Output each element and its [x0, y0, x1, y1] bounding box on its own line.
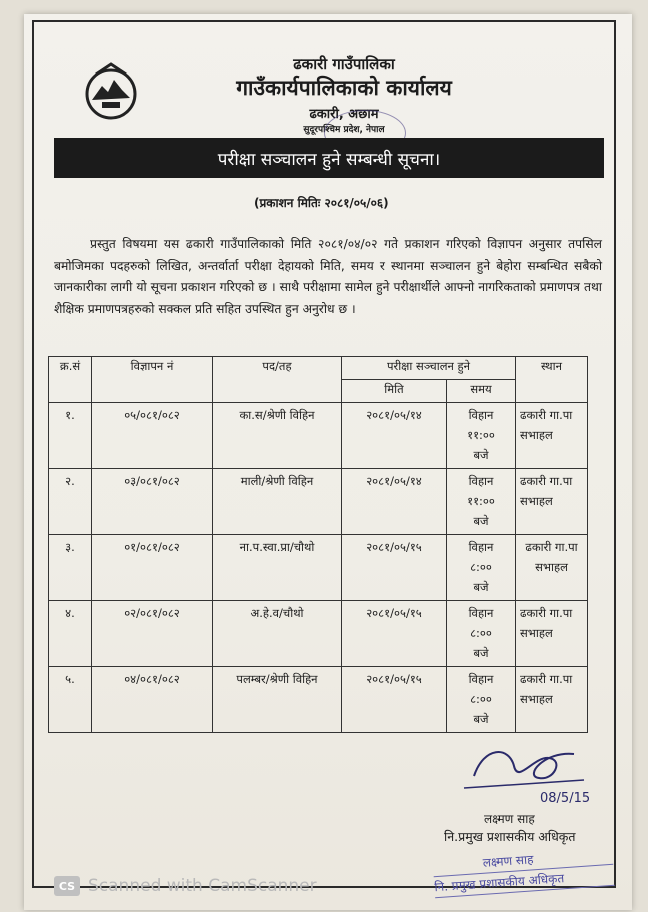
office-name: गाउँकार्यपालिकाको कार्यालय	[236, 76, 452, 100]
table-header-row	[49, 357, 588, 380]
cell-venue	[516, 535, 588, 601]
time-value: ८:००	[470, 560, 492, 574]
header-sn: क्र.सं	[49, 357, 92, 403]
document-sheet	[24, 14, 632, 910]
header-time: समय	[447, 380, 516, 403]
cell-post: का.स/श्रेणी विहिन	[213, 403, 342, 469]
time-value: ८:००	[470, 626, 492, 640]
table-row	[49, 469, 588, 535]
time-prefix: विहान	[468, 540, 494, 554]
cell-ad-no: ०३/०८१/०८२	[92, 469, 213, 535]
cell-post: ना.प.स्वा.प्रा/चौथो	[213, 535, 342, 601]
header-exam: परीक्षा सञ्चालन हुने	[342, 357, 516, 380]
time-suffix: बजे	[473, 646, 489, 660]
cell-sn: १.	[49, 403, 92, 469]
time-suffix: बजे	[473, 448, 489, 462]
cell-venue	[516, 601, 588, 667]
header-post: पद/तह	[213, 357, 342, 403]
venue-place: ढकारी गा.पा	[520, 474, 573, 488]
table-row	[49, 667, 588, 733]
stamp-name: लक्ष्मण साह	[482, 852, 534, 870]
header-ad-no: विज्ञापन नं	[92, 357, 213, 403]
venue-hall: सभाहल	[535, 560, 568, 574]
cell-time	[447, 535, 516, 601]
cell-date: २०८१/०५/१५	[342, 535, 447, 601]
time-value: ११:००	[467, 428, 495, 442]
cell-time	[447, 667, 516, 733]
cell-time	[447, 403, 516, 469]
time-value: ८:००	[470, 692, 492, 706]
cell-venue	[516, 469, 588, 535]
signatory-title: नि.प्रमुख प्रशासकीय अधिकृत	[444, 829, 576, 844]
notice-title: परीक्षा सञ्चालन हुने सम्बन्धी सूचना।	[217, 149, 441, 170]
signature-icon	[454, 736, 594, 806]
cell-date: २०८१/०५/१४	[342, 469, 447, 535]
camscanner-logo-icon: CS	[54, 876, 80, 896]
table-row	[49, 601, 588, 667]
venue-hall: सभाहल	[520, 494, 553, 508]
time-prefix: विहान	[468, 408, 494, 422]
venue-hall: सभाहल	[520, 428, 553, 442]
office-location: ढकारी, अछाम	[309, 107, 379, 122]
venue-place: ढकारी गा.पा	[520, 606, 573, 620]
cell-ad-no: ०५/०८१/०८२	[92, 403, 213, 469]
cell-post: माली/श्रेणी विहिन	[213, 469, 342, 535]
time-prefix: विहान	[468, 672, 494, 686]
cell-post: अ.हे.व/चौथो	[213, 601, 342, 667]
cell-venue	[516, 403, 588, 469]
venue-place: ढकारी गा.पा	[520, 408, 573, 422]
cell-ad-no: ०४/०८१/०८२	[92, 667, 213, 733]
cell-sn: ३.	[49, 535, 92, 601]
venue-hall: सभाहल	[520, 626, 553, 640]
stamp-title: नि. प्रमुख प्रशासकीय अधिकृत	[434, 864, 615, 899]
official-name-stamp	[432, 844, 615, 912]
cell-ad-no: ०२/०८१/०८२	[92, 601, 213, 667]
notice-title-banner	[54, 138, 604, 178]
table-row	[49, 403, 588, 469]
cell-ad-no: ०१/०८१/०८२	[92, 535, 213, 601]
cell-venue	[516, 667, 588, 733]
government-emblem-icon	[80, 60, 142, 122]
cell-time	[447, 601, 516, 667]
venue-place: ढकारी गा.पा	[520, 672, 573, 686]
time-suffix: बजे	[473, 514, 489, 528]
header-date: मिति	[342, 380, 447, 403]
cell-date: २०८१/०५/१५	[342, 667, 447, 733]
exam-schedule-table	[48, 356, 588, 733]
province-name: सुदूरपश्चिम प्रदेश, नेपाल	[303, 125, 385, 135]
time-prefix: विहान	[468, 606, 494, 620]
header-venue: स्थान	[516, 357, 588, 403]
signatory-name: लक्ष्मण साह	[484, 812, 535, 826]
cell-sn: २.	[49, 469, 92, 535]
notice-body: प्रस्तुत विषयमा यस ढकारी गाउँपालिकाको मिति २०८१/०४/०२ गते प्रकाशन गरिएको विज्ञापन अनुसार तपसिल बमोजिमका पदहरुको लिखित, अन्तर्वार्ता परीक्षा देहायको मिति, समय र स्थानमा सञ्चालन हुने बेहोरा सम्बन्धित सबैको जानकारीका लागी यो सूचना प्रकाशन गरिएको छ । साथै परीक्षामा सामेल हुने परीक्षार्थीले आफ्नो नागरिकताको प्रमाणपत्र तथा शैक्षिक प्रमाणपत्रहरुको सक्कल प्रति सहित उपस्थित हुन अनुरोध छ ।	[54, 237, 602, 316]
cell-sn: ५.	[49, 667, 92, 733]
table-row	[49, 535, 588, 601]
municipality-name: ढकारी गाउँपालिका	[293, 55, 395, 73]
cell-time	[447, 469, 516, 535]
publication-date: (प्रकाशन मितिः २०८१/०५/०६)	[254, 196, 389, 210]
watermark-text: Scanned with CamScanner	[88, 876, 317, 896]
venue-hall: सभाहल	[520, 692, 553, 706]
signature-date: 08/5/15	[540, 791, 591, 806]
cell-sn: ४.	[49, 601, 92, 667]
cell-post: पलम्बर/श्रेणी विहिन	[213, 667, 342, 733]
time-suffix: बजे	[473, 712, 489, 726]
time-prefix: विहान	[468, 474, 494, 488]
time-value: ११:००	[467, 494, 495, 508]
cell-date: २०८१/०५/१४	[342, 403, 447, 469]
camscanner-watermark	[54, 876, 317, 896]
cell-date: २०८१/०५/१५	[342, 601, 447, 667]
venue-place: ढकारी गा.पा	[525, 540, 578, 554]
time-suffix: बजे	[473, 580, 489, 594]
